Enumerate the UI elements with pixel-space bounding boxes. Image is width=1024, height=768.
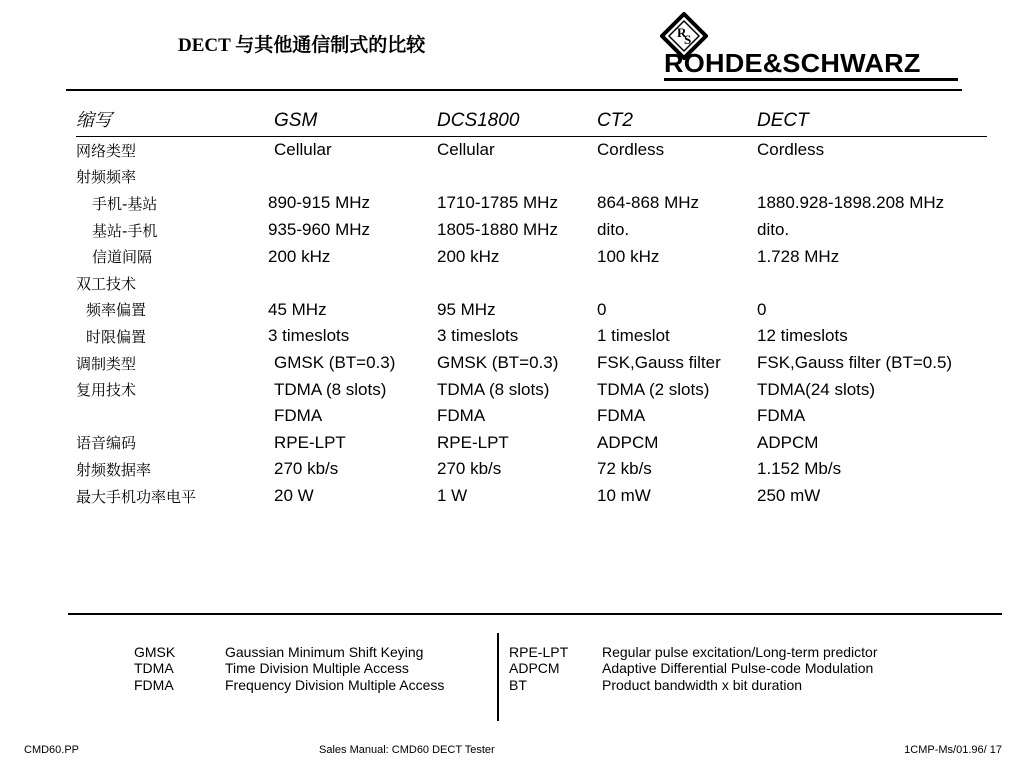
table-row (76, 456, 987, 483)
table-row (76, 350, 987, 377)
table-cell: 95 MHz (437, 299, 496, 319)
legend-separator (497, 633, 499, 721)
legend-desc: Gaussian Minimum Shift Keying (225, 644, 424, 660)
table-cell: TDMA(24 slots) (757, 379, 876, 399)
header-dect: DECT (757, 100, 987, 137)
header-divider (66, 89, 962, 91)
table-cell: GMSK (BT=0.3) (437, 353, 559, 373)
table-cell: 1805-1880 MHz (437, 220, 558, 240)
row-label: 复用技术 (76, 381, 137, 400)
table-cell: Cellular (274, 140, 332, 160)
table-cell: FDMA (274, 406, 323, 426)
table-cell: 1880.928-1898.208 MHz (757, 193, 945, 213)
table-row (76, 190, 987, 217)
row-label (76, 403, 268, 430)
legend-abbr: RPE-LPT (509, 644, 569, 660)
comparison-table (76, 100, 987, 509)
table-cell: Cordless (597, 140, 665, 160)
row-label: 语音编码 (76, 434, 137, 453)
table-cell: 200 kHz (268, 246, 331, 266)
row-label: 手机-基站 (92, 194, 158, 213)
header-ct2: CT2 (597, 100, 757, 137)
footer-page-reference: 1CMP-Ms/01.96/ 17 (904, 744, 1002, 756)
table-cell: 1 W (437, 486, 468, 506)
legend-abbr: FDMA (134, 676, 174, 693)
table-cell: 1 timeslot (597, 326, 670, 346)
table-cell: Cellular (437, 140, 495, 160)
svg-text:S: S (684, 32, 692, 47)
table-row (76, 243, 987, 270)
table-row (76, 164, 987, 191)
legend-row (134, 660, 444, 676)
table-cell: 270 kb/s (274, 459, 339, 479)
row-label: 射频频率 (76, 168, 137, 187)
legend-abbr: BT (509, 676, 527, 693)
table-header-row (76, 100, 987, 137)
row-label: 调制类型 (76, 354, 137, 373)
table-cell (437, 270, 597, 297)
table-cell: 200 kHz (437, 246, 500, 266)
table-cell (268, 164, 437, 191)
table-cell: 100 kHz (597, 246, 660, 266)
legend-desc: Product bandwidth x bit duration (602, 676, 803, 693)
table-cell: TDMA (8 slots) (437, 379, 550, 399)
row-label: 频率偏置 (86, 301, 147, 320)
table-cell: FSK,Gauss filter (BT=0.5) (757, 353, 953, 373)
table-cell: dito. (597, 220, 630, 240)
table-cell: 45 MHz (268, 299, 327, 319)
table-cell (757, 270, 987, 297)
row-label: 时限偏置 (86, 327, 147, 346)
table-cell: 3 timeslots (437, 326, 519, 346)
table-row (76, 137, 987, 164)
row-label: 信道间隔 (92, 248, 153, 267)
legend-desc: Time Division Multiple Access (225, 660, 409, 677)
table-row (76, 483, 987, 510)
table-cell: ADPCM (757, 432, 819, 452)
table-cell: Cordless (757, 140, 825, 160)
table-cell: TDMA (2 slots) (597, 379, 710, 399)
header-gsm: GSM (268, 100, 437, 137)
row-label: 最大手机功率电平 (76, 487, 197, 506)
table-row (76, 430, 987, 457)
table-cell: 12 timeslots (757, 326, 848, 346)
legend-abbr: ADPCM (509, 660, 560, 677)
table-cell: 10 mW (597, 486, 651, 506)
legend-desc: Regular pulse excitation/Long-term predictor (602, 644, 878, 660)
table-cell: FDMA (757, 406, 806, 426)
footer-divider (68, 613, 1002, 615)
table-cell: RPE-LPT (274, 432, 346, 452)
table-cell: 72 kb/s (597, 459, 652, 479)
header-abbreviation: 缩写 (76, 100, 268, 137)
table-row (76, 297, 987, 324)
table-cell: 250 mW (757, 486, 821, 506)
table-cell: 0 (597, 299, 607, 319)
table-cell: 890-915 MHz (268, 193, 371, 213)
table-cell (437, 164, 597, 191)
row-label: 射频数据率 (76, 460, 152, 479)
table-cell: 3 timeslots (268, 326, 350, 346)
table-cell: GMSK (BT=0.3) (274, 353, 396, 373)
svg-text:R: R (677, 25, 687, 40)
table-cell: FDMA (597, 406, 646, 426)
table-row (76, 217, 987, 244)
legend-abbr: GMSK (134, 644, 176, 660)
table-cell (597, 164, 757, 191)
row-label: 网络类型 (76, 141, 137, 160)
abbreviation-legend-left (134, 644, 444, 693)
table-cell: 1.728 MHz (757, 246, 840, 266)
header-dcs1800: DCS1800 (437, 100, 597, 137)
table-cell: dito. (757, 220, 790, 240)
table-cell: 935-960 MHz (268, 220, 371, 240)
legend-desc: Adaptive Differential Pulse-code Modulation (602, 660, 874, 677)
legend-row (509, 660, 877, 676)
row-label: 基站-手机 (92, 221, 158, 240)
page-title: DECT 与其他通信制式的比较 (178, 35, 426, 56)
table-cell: FDMA (437, 406, 486, 426)
table-row (76, 403, 987, 430)
table-cell: 1.152 Mb/s (757, 459, 842, 479)
abbreviation-legend-right (509, 644, 877, 693)
logo-underline (664, 78, 958, 81)
table-row (76, 376, 987, 403)
table-row (76, 270, 987, 297)
table-cell (597, 270, 757, 297)
table-cell: 0 (757, 299, 767, 319)
legend-abbr: TDMA (134, 660, 174, 677)
table-cell: RPE-LPT (437, 432, 509, 452)
table-cell: 20 W (274, 486, 314, 506)
legend-row (134, 644, 444, 660)
table-cell: 864-868 MHz (597, 193, 700, 213)
legend-desc: Frequency Division Multiple Access (225, 676, 445, 693)
legend-row (509, 644, 877, 660)
table-cell: ADPCM (597, 432, 659, 452)
table-row (76, 323, 987, 350)
table-cell: TDMA (8 slots) (274, 379, 387, 399)
company-logo-wordmark: ROHDE&SCHWARZ (664, 48, 921, 78)
footer-filename: CMD60.PP (24, 744, 80, 756)
table-cell (268, 270, 437, 297)
footer-document-title: Sales Manual: CMD60 DECT Tester (319, 744, 495, 756)
row-label: 双工技术 (76, 274, 137, 293)
table-cell (757, 164, 987, 191)
legend-row (509, 677, 877, 693)
table-cell: 1710-1785 MHz (437, 193, 558, 213)
table-cell: FSK,Gauss filter (597, 353, 721, 373)
legend-row (134, 677, 444, 693)
table-cell: 270 kb/s (437, 459, 502, 479)
